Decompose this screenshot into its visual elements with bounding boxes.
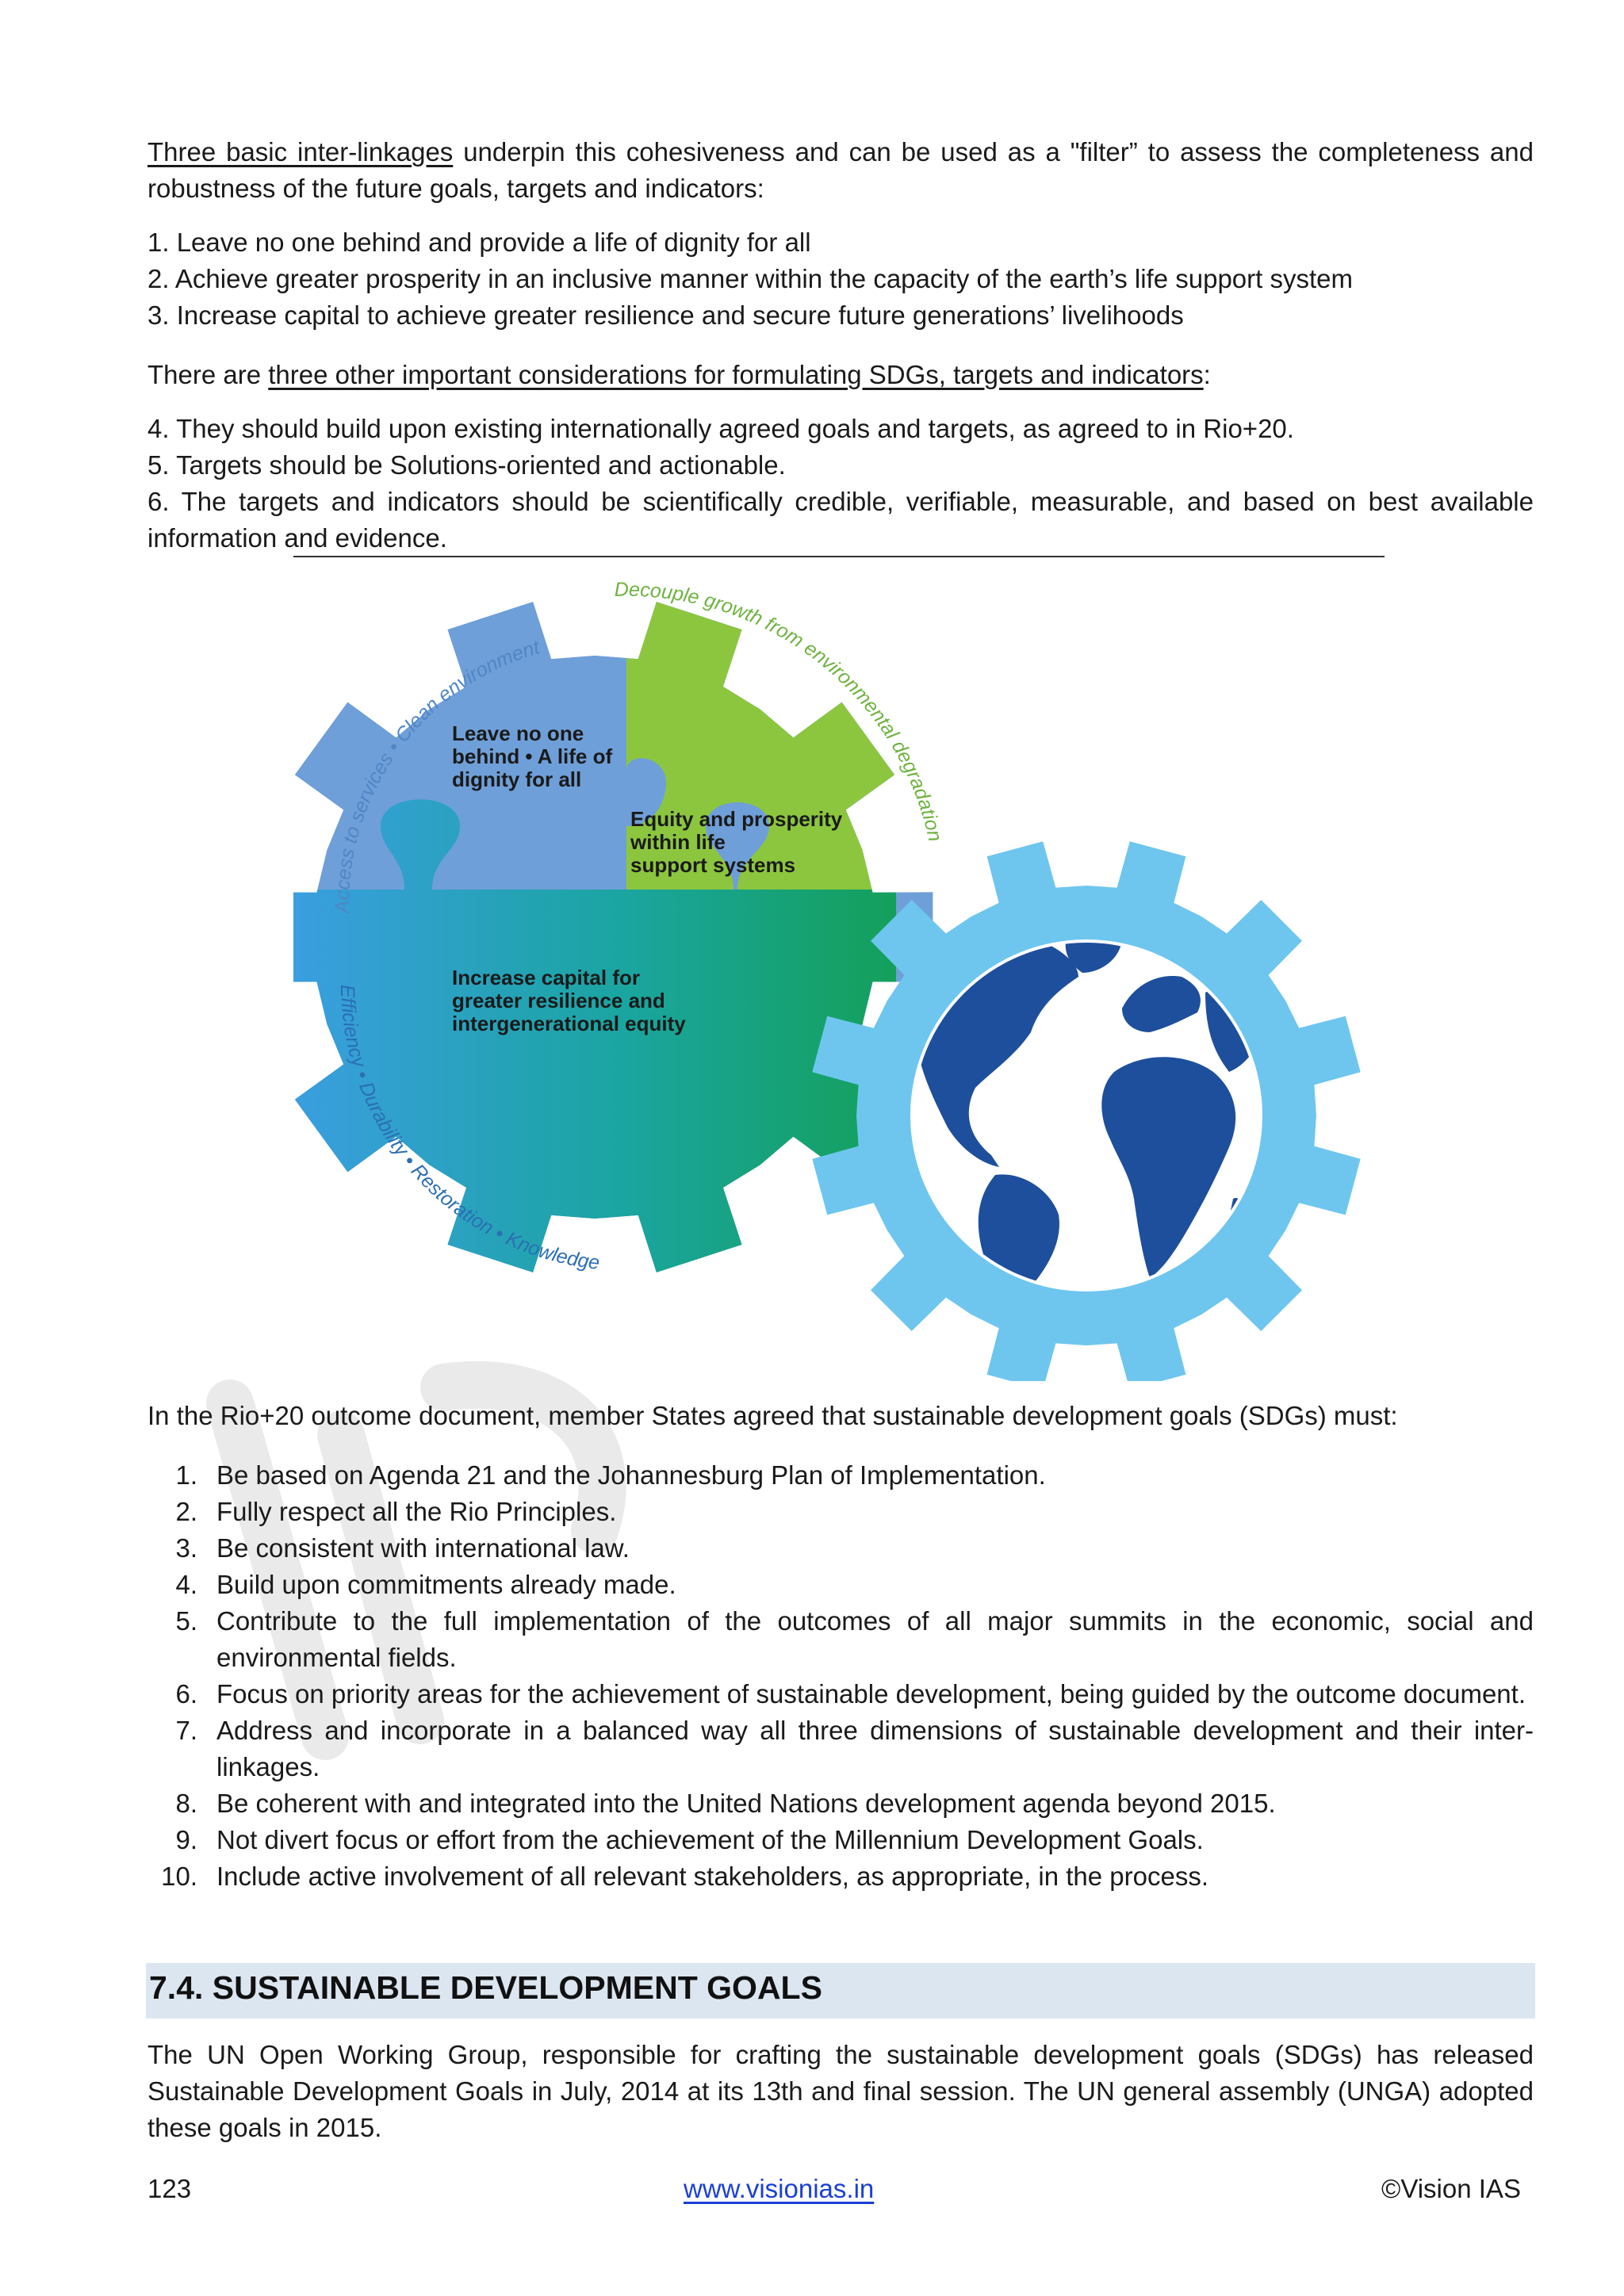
section-heading: 7.4. SUSTAINABLE DEVELOPMENT GOALS xyxy=(149,1969,822,2006)
piece-green-line-3: support systems xyxy=(630,853,796,877)
linkages-list xyxy=(147,224,1534,334)
piece-green-line-2: within life xyxy=(630,830,726,854)
intro-paragraph xyxy=(147,134,1534,207)
piece-bottom-line-3: intergenerational equity xyxy=(452,1012,686,1035)
list-item: 8. Be coherent with and integrated into the United Nations development agenda beyond 2015. xyxy=(175,1789,1276,1818)
considerations-list xyxy=(147,411,1534,557)
list-item: 3. Be consistent with international law. xyxy=(175,1533,630,1563)
list-item: 2. Achieve greater prosperity in an inclusive manner within the capacity of the earth’s life support system xyxy=(147,264,1353,293)
list-item: 9. Not divert focus or effort from the achievement of the Millennium Development Goals. xyxy=(175,1825,1204,1854)
page-number: 123 xyxy=(147,2174,192,2203)
list-item: 1. Leave no one behind and provide a life of dignity for all xyxy=(147,228,811,257)
section-body: The UN Open Working Group, responsible for crafting the sustainable development goals (SDGs) has released Sustainable Development Goals in July, 2014 at its 13th and final session. The UN general assembly (UNGA) adopted these goals in 2015. xyxy=(147,2040,1534,2142)
copyright: ©Vision IAS xyxy=(1381,2174,1521,2203)
list-item: 1. Be based on Agenda 21 and the Johannesburg Plan of Implementation. xyxy=(175,1460,1046,1490)
section-heading-bar xyxy=(146,1963,1535,2019)
list-item: 4. They should build upon existing internationally agreed goals and targets, as agreed to in Rio+20. xyxy=(147,414,1294,443)
list-item: 3. Increase capital to achieve greater resilience and secure future generations’ livelihoods xyxy=(147,300,1184,330)
intro-underlined: Three basic inter-linkages xyxy=(147,137,454,166)
list-item: 2. Fully respect all the Rio Principles. xyxy=(175,1497,617,1526)
arc-text-efficiency: Efficiency • Durability • Restoration • Knowledge xyxy=(335,984,601,1274)
piece-bottom-line-1: Increase capital for xyxy=(452,966,640,989)
sdg-linkages-figure xyxy=(293,564,1388,1381)
list-item: 6. The targets and indicators should be scientifically credible, verifiable, measurable, and based on best available information and evidence. xyxy=(147,487,1534,553)
list-item: 5. Contribute to the full implementation of the outcomes of all major summits in the economic, social and environmental fields. xyxy=(175,1606,1534,1672)
website-link[interactable]: www.visionias.in xyxy=(684,2174,875,2203)
piece-green-line-1: Equity and prosperity xyxy=(630,807,843,831)
piece-blue-line-3: dignity for all xyxy=(452,767,582,791)
list-item: 10. Include active involvement of all relevant stakeholders, as appropriate, in the process. xyxy=(161,1862,1209,1891)
rio-intro: In the Rio+20 outcome document, member States agreed that sustainable development goals (SDGs) must: xyxy=(147,1401,1398,1430)
considerations-underlined: three other important considerations for formulating SDGs, targets and indicators xyxy=(268,360,1204,389)
arc-text-access: Access to services • Clean environment xyxy=(331,636,542,914)
list-item: 5. Targets should be Solutions-oriented and actionable. xyxy=(147,450,786,480)
arc-text-decouple: Decouple growth from environmental degradation xyxy=(614,578,947,844)
divider-rule xyxy=(293,556,1385,557)
intro-rest: underpin this cohesiveness and can be used as a "filter” to assess the completeness and robustness of the future goals, targets and indicators: xyxy=(147,137,1534,203)
list-item: 7. Address and incorporate in a balanced way all three dimensions of sustainable development and their inter-linkages. xyxy=(175,1716,1534,1781)
considerations-intro: There are three other important considerations for formulating SDGs, targets and indicators: xyxy=(147,360,1211,389)
piece-bottom-line-2: greater resilience and xyxy=(452,989,665,1012)
list-item: 4. Build upon commitments already made. xyxy=(175,1570,676,1599)
rio-list xyxy=(147,1457,1534,1895)
piece-blue-line-2: behind • A life of xyxy=(452,744,613,768)
list-item: 6. Focus on priority areas for the achievement of sustainable development, being guided by the outcome document. xyxy=(175,1679,1526,1709)
piece-blue-line-1: Leave no one xyxy=(452,721,584,745)
